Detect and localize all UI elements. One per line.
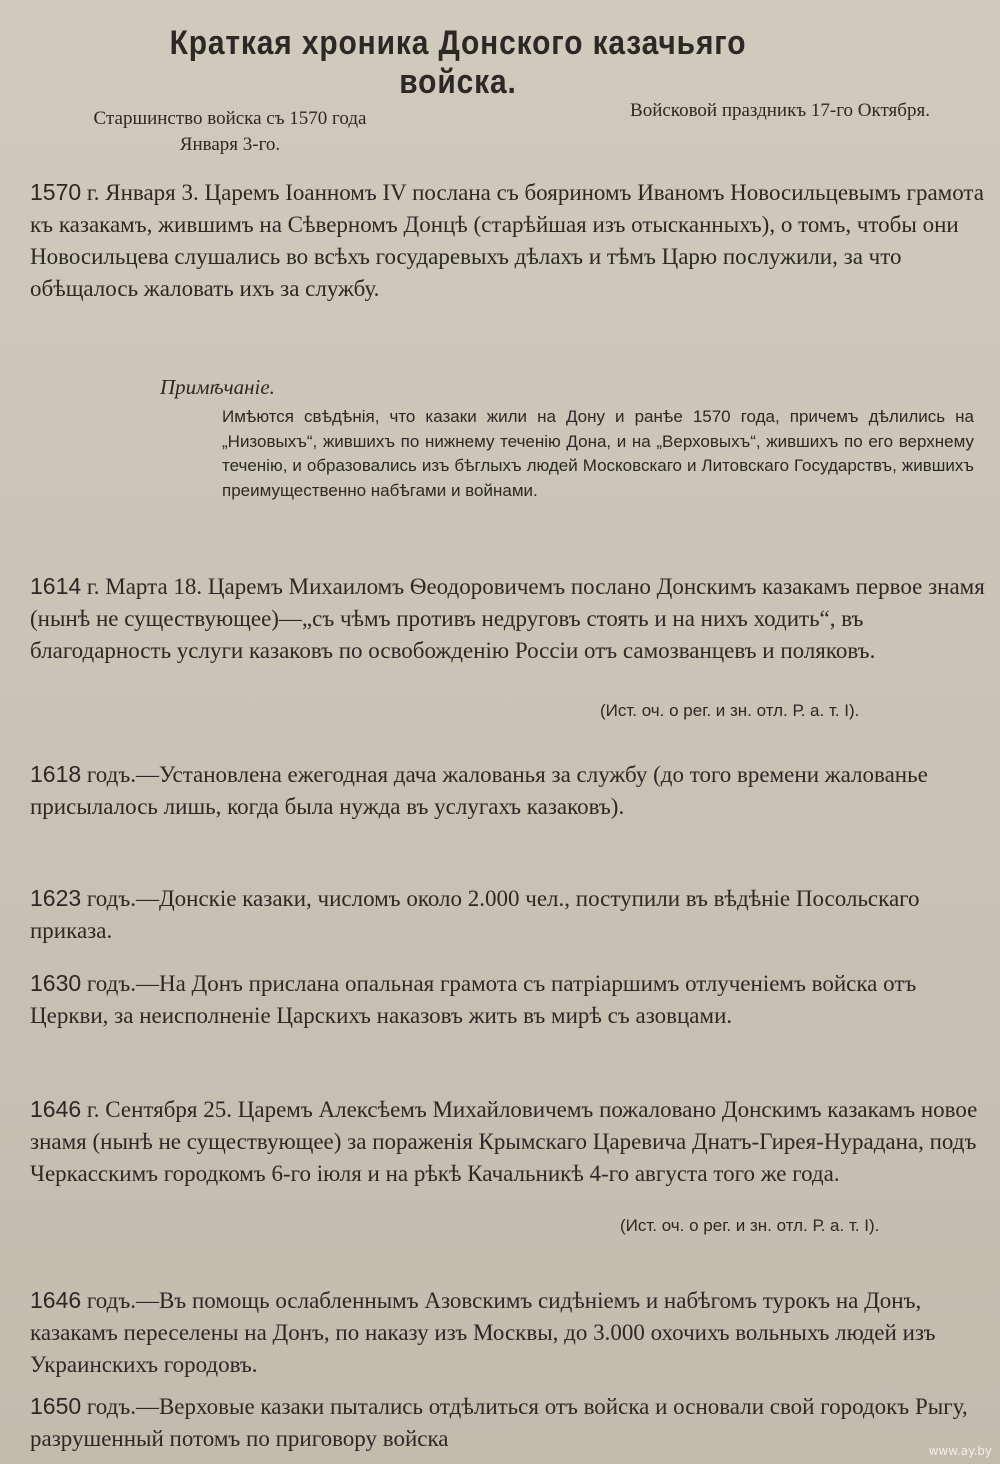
- entry-year: 1650: [30, 1393, 82, 1419]
- entry-text: г. Марта 18. Царемъ Михаиломъ Ѳеодоровичемъ послано Донскимъ казакамъ первое знамя (нынѣ не существующее)—„съ чѣмъ противъ недруговъ стоять и на нихъ ходить“, въ благодарность услуги казаковъ по освобожденію Россіи отъ самозванцевъ и поляковъ.: [30, 574, 985, 663]
- page-title: Краткая хроника Донского казачьяго войска.: [169, 24, 747, 101]
- subheader-right: Войсковой праздникъ 17-го Октября.: [630, 100, 930, 121]
- entry-1623: [30, 882, 985, 947]
- entry-year: 1618: [30, 761, 82, 787]
- entry-1646-b: [30, 1284, 985, 1381]
- note-text: Имѣются свѣдѣнія, что казаки жили на Дону и ранѣе 1570 года, причемъ дѣлились на „Низовыхъ“, жившихъ по нижнему теченію Дона, и на „Верховыхъ“, жившихъ по его верхнему теченію, и образовались изъ бѣглыхъ людей Московскаго и Литовскаго Государствъ, жившихъ преимущественно набѣгами и войнами.: [222, 407, 974, 500]
- entry-text: годъ.—Донскіе казаки, числомъ около 2.000 чел., поступили въ вѣдѣніе Посольскаго приказа.: [30, 886, 920, 943]
- entry-1630: [30, 967, 985, 1032]
- entry-1646-a: [30, 1093, 985, 1190]
- entry-text: годъ.—На Донъ прислана опальная грамота съ патріаршимъ отлученіемъ войска отъ Церкви, за неисполненіе Царскихъ наказовъ жить въ мирѣ съ азовцами.: [30, 971, 917, 1028]
- watermark-text: www.ay.by: [928, 1444, 992, 1458]
- entry-year: 1623: [30, 885, 82, 911]
- entry-1650: [30, 1390, 985, 1455]
- entry-text: годъ.—Установлена ежегодная дача жалованья за службу (до того времени жалованье присылалось лишь, когда была нужда въ услугахъ казаковъ).: [30, 762, 928, 819]
- entry-text: г. Сентября 25. Царемъ Алексѣемъ Михайловичемъ пожаловано Донскимъ казакамъ новое знамя (нынѣ не существующее) за пораженія Крымскаго Царевича Днатъ-Гирея-Нурадана, подъ Черкасскимъ городкомъ 6-го іюля и на рѣкѣ Качальникѣ 4-го августа того же года.: [30, 1097, 978, 1186]
- entry-year: 1630: [30, 970, 82, 996]
- entry-1618: [30, 758, 985, 823]
- entry-text: годъ.—Въ помощь ослабленнымъ Азовскимъ сидѣніемъ и набѣгомъ турокъ на Донъ, казакамъ переселены на Донъ, по наказу изъ Москвы, до 3.000 охочихъ вольныхъ людей изъ Украинскихъ городовъ.: [30, 1288, 936, 1377]
- entry-1614: [30, 570, 985, 667]
- subheader-left: Старшинство войска съ 1570 года Января 3-го.: [93, 108, 367, 155]
- entry-text: годъ.—Верховые казаки пытались отдѣлиться отъ войска и основали свой городокъ Рыгу, разрушенный потомъ по приговору войска: [30, 1394, 968, 1451]
- entry-1570: [30, 176, 985, 305]
- source-reference-2: (Ист. оч. о рег. и зн. отл. Р. а. т. I).: [620, 1216, 880, 1235]
- entry-text: г. Января 3. Царемъ Іоанномъ IV послана съ бояриномъ Иваномъ Новосильцевымъ грамота къ казакамъ, жившимъ на Сѣверномъ Донцѣ (старѣйшая изъ отысканныхъ), о томъ, чтобы они Новосильцева слушались во всѣхъ государевыхъ дѣлахъ и тѣмъ Царю послужили, за что обѣщалось жаловать ихъ за службу.: [30, 180, 984, 301]
- source-reference-1: (Ист. оч. о рег. и зн. отл. Р. а. т. I).: [600, 701, 860, 720]
- entry-year: 1614: [30, 573, 82, 599]
- entry-year: 1570: [30, 179, 82, 205]
- entry-year: 1646: [30, 1287, 82, 1313]
- note-heading: Примѣчаніе.: [160, 375, 275, 399]
- entry-year: 1646: [30, 1096, 82, 1122]
